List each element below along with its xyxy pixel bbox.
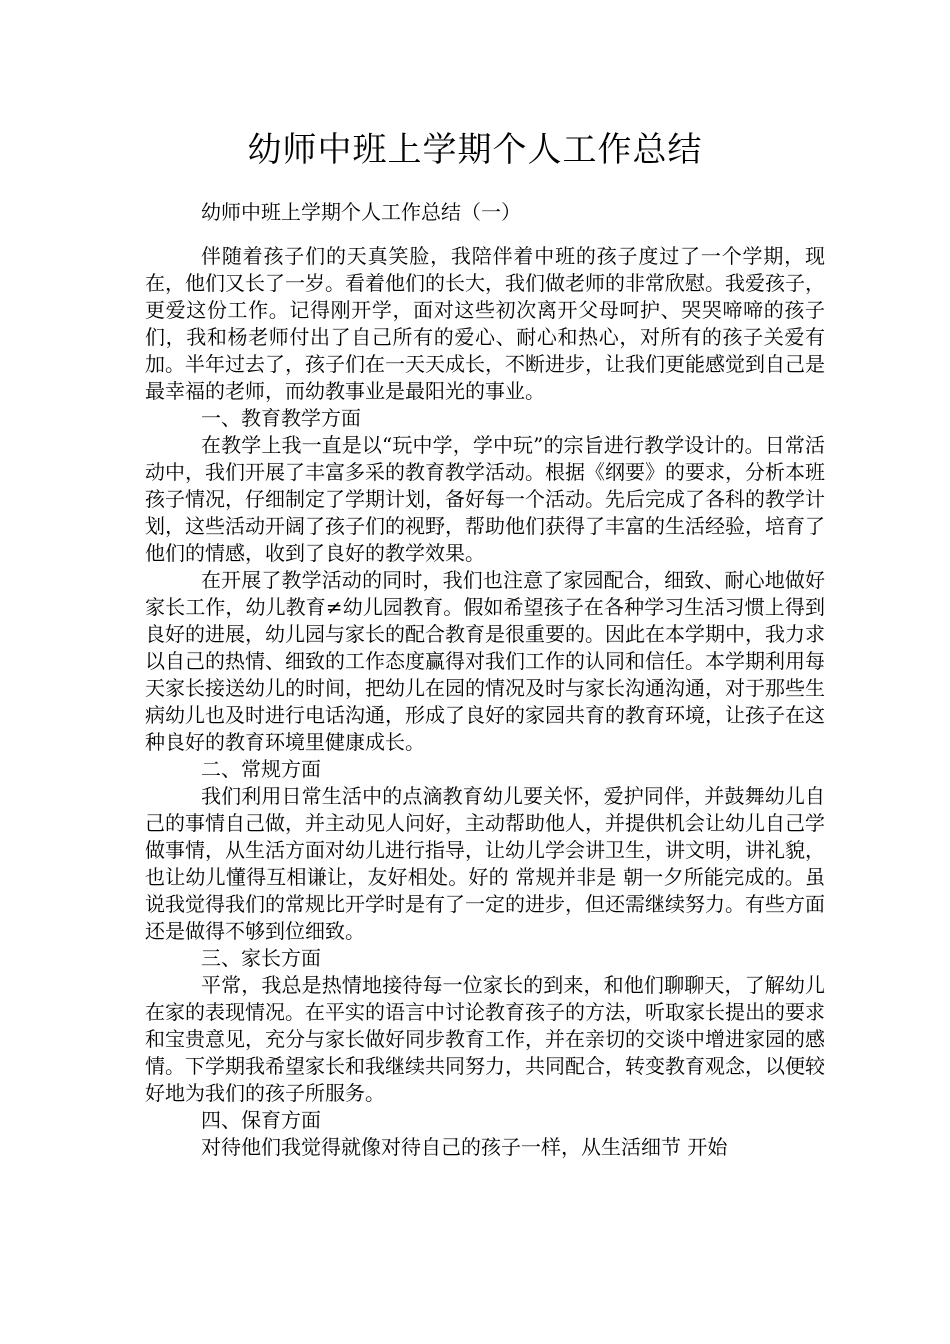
document-title: 幼师中班上学期个人工作总结 bbox=[247, 130, 703, 170]
section-heading-routine: 二、常规方面 bbox=[201, 757, 321, 781]
section-heading-care: 四、保育方面 bbox=[201, 1108, 321, 1132]
document-subtitle: 幼师中班上学期个人工作总结（一） bbox=[201, 200, 521, 224]
teaching-paragraph-1: 在教学上我一直是以“玩中学，学中玩”的宗旨进行教学设计的。日常活动中，我们开展了丰富多采的教育教学活动。根据《纲要》的要求，分析本班孩子情况，仔细制定了学期计划，备好每一个活动。先后完成了各科的教学计划，这些活动开阔了孩子们的视野，帮助他们获得了丰富的生活经验，培育了他们的情感，收到了良好的教学效果。 bbox=[145, 433, 825, 565]
intro-paragraph: 伴随着孩子们的天真笑脸，我陪伴着中班的孩子度过了一个学期，现在，他们又长了一岁。看着他们的长大，我们做老师的非常欣慰。我爱孩子，更爱这份工作。记得刚开学，面对这些初次离开父母呵护、哭哭啼啼的孩子们，我和杨老师付出了自己所有的爱心、耐心和热心，对所有的孩子关爱有加。半年过去了，孩子们在一天天成长，不断进步，让我们更能感觉到自己是最幸福的老师，而幼教事业是最阳光的事业。 bbox=[145, 244, 825, 403]
section-heading-teaching: 一、教育教学方面 bbox=[201, 406, 361, 430]
care-paragraph: 对待他们我觉得就像对待自己的孩子一样，从生活细节 开始 bbox=[201, 1135, 728, 1159]
teaching-paragraph-2: 在开展了教学活动的同时，我们也注意了家园配合，细致、耐心地做好家长工作，幼儿教育≠幼儿园教育。假如希望孩子在各种学习生活习惯上得到良好的进展，幼儿园与家长的配合教育是很重要的。因此在本学期中，我力求以自己的热情、细致的工作态度赢得对我们工作的认同和信任。本学期利用每天家长接送幼儿的时间，把幼儿在园的情况及时与家长沟通沟通，对于那些生病幼儿也及时进行电话沟通，形成了良好的家园共育的教育环境，让孩子在这种良好的教育环境里健康成长。 bbox=[145, 568, 825, 754]
document-body bbox=[145, 243, 825, 1161]
routine-paragraph: 我们利用日常生活中的点滴教育幼儿要关怀，爱护同伴，并鼓舞幼儿自己的事情自己做，并主动见人问好，主动帮助他人，并提供机会让幼儿自己学做事情，从生活方面对幼儿进行指导，让幼儿学会讲卫生，讲文明，讲礼貌，也让幼儿懂得互相谦让，友好相处。好的 常规并非是 朝一夕所能完成的。虽说我觉得我们的常规比开学时是有了一定的进步，但还需继续努力。有些方面还是做得不够到位细致。 bbox=[145, 784, 825, 943]
parents-paragraph: 平常，我总是热情地接待每一位家长的到来，和他们聊聊天，了解幼儿在家的表现情况。在平实的语言中讨论教育孩子的方法，听取家长提出的要求和宝贵意见，充分与家长做好同步教育工作，并在亲切的交谈中增进家园的感情。下学期我希望家长和我继续共同努力，共同配合，转变教育观念，以便较好地为我们的孩子所服务。 bbox=[145, 973, 825, 1105]
section-heading-parents: 三、家长方面 bbox=[201, 946, 321, 970]
